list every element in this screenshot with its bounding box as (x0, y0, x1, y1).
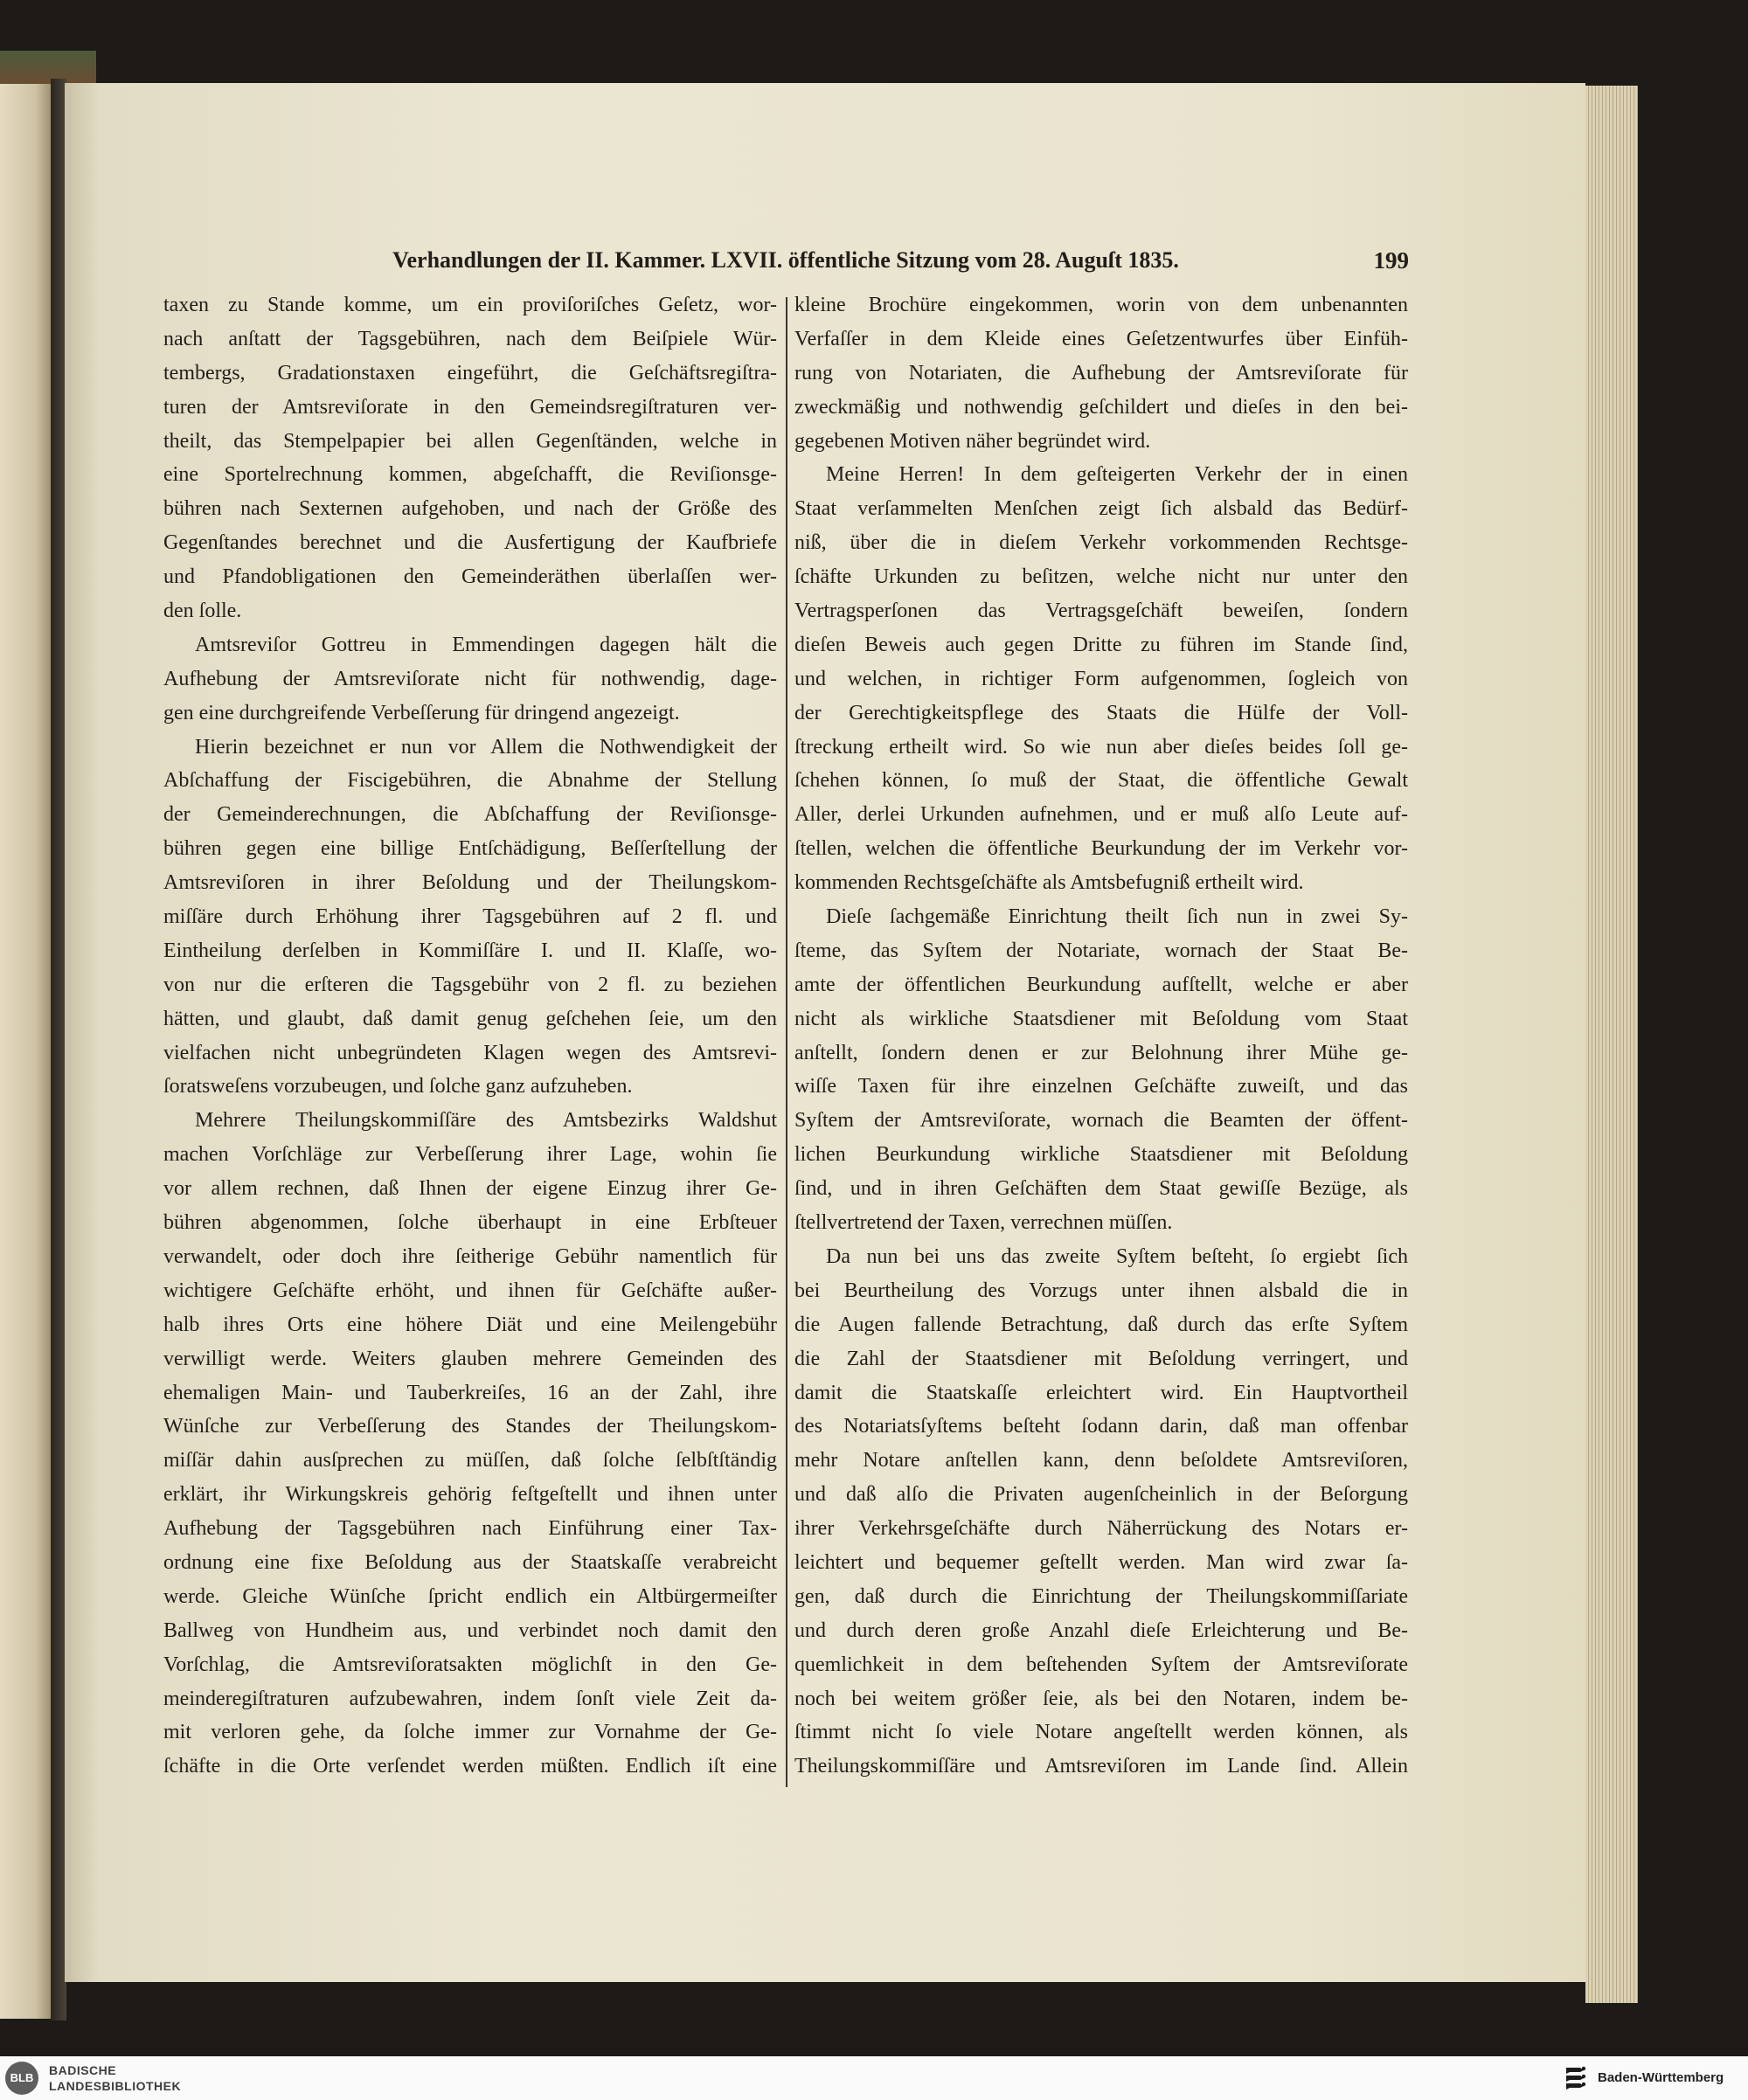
running-head: Verhandlungen der II. Kammer. LXVII. öffentliche Sitzung vom 28. Auguſt 1835. (392, 247, 1179, 273)
text-line: ſchäfte in die Orte verſendet werden müßten. Endlich iſt eine (163, 1755, 777, 1778)
text-line: hätten, und glaubt, daß damit genug geſchehen ſeie, um den (163, 1007, 777, 1030)
text-line: vor allem rechnen, daß Ihnen der eigene Einzug ihrer Ge- (163, 1177, 777, 1201)
text-line: den ſolle. (163, 600, 242, 623)
text-line: kleine Brochüre eingekommen, worin von dem unbenannten (794, 294, 1408, 316)
text-line: Vorſchlag, die Amtsreviſoratsakten möglichſt in den Ge- (163, 1653, 777, 1676)
text-line: und daß alſo die Privaten augenſcheinlich in der Beſorgung (794, 1483, 1408, 1507)
text-line: bühren gegen eine billige Entſchädigung, Beſſerſtellung der (163, 837, 777, 861)
text-line: Amtsreviſor Gottreu in Emmendingen dagegen hält die (195, 633, 777, 656)
page-number: 199 (1373, 247, 1409, 274)
text-line: ehemaligen Main- und Tauberkreiſes, 16 an der Zahl, ihre (163, 1381, 777, 1404)
text-line: Ballweg von Hundheim aus, und verbindet noch damit den (163, 1618, 777, 1642)
text-line: theilt, das Stempelpapier bei allen Gegenſtänden, welche in (163, 429, 777, 453)
paragraph (163, 731, 777, 1105)
text-line: nach anſtatt der Tagsgebühren, nach dem Beiſpiele Wür- (163, 327, 777, 350)
text-line: der Gerechtigkeitspflege des Staats die Hülfe der Voll- (794, 701, 1408, 724)
text-column-right (794, 288, 1408, 1784)
text-line: eine Sportelrechnung kommen, abgeſchafft, die Reviſionsge- (163, 463, 777, 487)
text-line: dieſen Beweis auch gegen Dritte zu führen im Stande ſind, (794, 633, 1408, 656)
paragraph (163, 288, 777, 628)
text-line: werde. Gleiche Wünſche ſpricht endlich ein Altbürgermeiſter (163, 1584, 777, 1608)
text-line: Aller, derlei Urkunden aufnehmen, und er muß alſo Leute auf- (794, 803, 1408, 827)
paragraph (794, 1240, 1408, 1784)
text-line: halb ihres Orts eine höhere Diät und eine Meilengebühr (163, 1313, 777, 1336)
text-line: Meine Herren! In dem geſteigerten Verkehr der in einen (826, 463, 1408, 487)
text-line: bühren abgenommen, ſolche überhaupt in eine Erbſteuer (163, 1211, 777, 1235)
text-line: niß, über die in dieſem Verkehr vorkommenden Rechtsge- (794, 531, 1408, 555)
text-line: verwandelt, oder doch ihre ſeitherige Gebühr namentlich für (163, 1244, 777, 1268)
text-line: damit die Staatskaſſe erleichtert wird. Ein Hauptvortheil (794, 1381, 1408, 1404)
text-line: gen, daß durch die Einrichtung der Theilungskommiſſariate (794, 1584, 1408, 1608)
text-line: Amtsreviſoren in ihrer Beſoldung und der Theilungskom- (163, 871, 777, 895)
text-line: taxen zu Stande komme, um ein proviſoriſches Geſetz, wor- (163, 294, 777, 316)
left-page-edge (0, 84, 51, 2019)
text-line: Abſchaffung der Fiscigebühren, die Abnahme der Stellung (163, 769, 777, 793)
text-line: turen der Amtsreviſorate in den Gemeindsregiſtraturen ver- (163, 395, 777, 419)
text-line: Syſtem der Amtsreviſorate, wornach die Beamten der öffent- (794, 1109, 1408, 1133)
text-line: Wünſche zur Verbeſſerung des Standes der Theilungskom- (163, 1415, 777, 1438)
footer-bar (0, 2056, 1748, 2100)
text-line: ſtimmt nicht ſo viele Notare angeſtellt werden können, als (794, 1721, 1408, 1744)
text-line: nicht als wirkliche Staatsdiener mit Beſoldung vom Staat (794, 1007, 1408, 1030)
text-line: mit verloren gehe, da ſolche immer zur Vornahme der Ge- (163, 1721, 777, 1744)
text-line: ordnung eine fixe Beſoldung aus der Staatskaſſe verabreicht (163, 1550, 777, 1574)
blb-logo-icon[interactable]: BLB (5, 2062, 38, 2095)
library-name-line-1[interactable]: BADISCHE (49, 2063, 117, 2077)
text-line: ſtreckung ertheilt wird. So wie nun aber dieſes beides ſoll ge- (794, 735, 1408, 759)
page-edge-stack (1585, 86, 1638, 2003)
text-line: ihrer Verkehrsgeſchäfte durch Näherrückung des Notars er- (794, 1517, 1408, 1541)
text-line: Aufhebung der Amtsreviſorate nicht für nothwendig, dage- (163, 667, 777, 690)
text-line: tembergs, Gradationstaxen eingeführt, die Geſchäftsregiſtra- (163, 361, 777, 385)
text-line: und Pfandobligationen den Gemeinderäthen überlaſſen wer- (163, 565, 777, 589)
text-line: die Augen fallende Betrachtung, daß durch das erſte Syſtem (794, 1313, 1408, 1336)
text-line: wichtigere Geſchäfte erhöht, und ihnen für Geſchäfte außer- (163, 1279, 777, 1302)
text-line: von nur die erſteren die Tagsgebühr von 2 fl. zu beziehen (163, 973, 777, 996)
text-line: und welchen, in richtiger Form aufgenommen, ſogleich von (794, 667, 1408, 690)
text-line: lichen Beurkundung wirkliche Staatsdiener mit Beſoldung (794, 1143, 1408, 1167)
text-line: ſchäfte Urkunden zu beſitzen, welche nicht nur unter den (794, 565, 1408, 589)
paragraph (794, 458, 1408, 900)
text-line: miſſär dahin ausſprechen zu müſſen, daß ſolche ſelbſtſtändig (163, 1449, 777, 1473)
text-line: verwilligt werde. Weiters glauben mehrere Gemeinden des (163, 1347, 777, 1370)
book-page (65, 83, 1585, 1982)
text-line: kommenden Rechtsgeſchäfte als Amtsbefugniß ertheilt wird. (794, 871, 1304, 895)
text-line: Gegenſtandes berechnet und die Ausfertigung der Kaufbriefe (163, 531, 777, 555)
text-line: miſſäre durch Erhöhung ihrer Tagsgebühren auf 2 fl. und (163, 905, 777, 929)
text-line: ſtellen, welchen die öffentliche Beurkundung der im Verkehr vor- (794, 837, 1408, 861)
text-line: vielfachen nicht unbegründeten Klagen wegen des Amtsrevi- (163, 1041, 777, 1064)
text-line: mehr Notare anſtellen kann, denn beſoldete Amtsreviſoren, (794, 1449, 1408, 1473)
text-line: ſind, und in ihren Geſchäften dem Staat gewiſſe Bezüge, als (794, 1177, 1408, 1201)
text-line: leichtert und bequemer geſtellt werden. Man wird zwar ſa- (794, 1550, 1408, 1574)
text-line: gen eine durchgreifende Verbeſſerung für dringend angezeigt. (163, 701, 680, 724)
paragraph (794, 900, 1408, 1240)
text-line: Eintheilung derſelben in Kommiſſäre I. und II. Klaſſe, wo- (163, 939, 777, 962)
text-line: der Gemeinderechnungen, die Abſchaffung der Reviſionsge- (163, 803, 777, 827)
state-name[interactable]: Baden-Württemberg (1598, 2070, 1724, 2085)
paragraph (163, 1104, 777, 1784)
book-cover-corner (0, 51, 96, 87)
text-line: Mehrere Theilungskommiſſäre des Amtsbezirks Waldshut (195, 1109, 777, 1133)
text-line: Theilungskommiſſäre und Amtsreviſoren im Lande ſind. Allein (794, 1755, 1408, 1778)
text-line: bühren nach Sexternen aufgehoben, und nach der Größe des (163, 497, 777, 521)
text-line: die Zahl der Staatsdiener mit Beſoldung verringert, und (794, 1347, 1408, 1370)
library-name-line-2[interactable]: LANDESBIBLIOTHEK (49, 2079, 182, 2093)
text-line: erklärt, ihr Wirkungskreis gehörig feſtgeſtellt und ihnen unter (163, 1483, 777, 1507)
text-line: anſtellt, ſondern denen er zur Belohnung ihrer Mühe ge- (794, 1041, 1408, 1064)
text-line: Vertragsperſonen das Vertragsgeſchäft beweiſen, ſondern (794, 600, 1408, 623)
paragraph (163, 628, 777, 731)
text-line: machen Vorſchläge zur Verbeſſerung ihrer Lage, wohin ſie (163, 1143, 777, 1167)
text-line: und durch deren große Anzahl dieſe Erleichterung und Be- (794, 1618, 1408, 1642)
text-line: Staat verſammelten Menſchen zeigt ſich alsbald das Bedürf- (794, 497, 1408, 521)
column-divider (786, 297, 787, 1787)
text-line: ſteme, das Syſtem der Notariate, wornach der Staat Be- (794, 939, 1408, 962)
text-column-left (163, 288, 777, 1784)
text-line: ſoratsweſens vorzubeugen, und ſolche ganz aufzuheben. (163, 1075, 633, 1099)
text-line: quemlichkeit in dem beſtehenden Syſtem der Amtsreviſorate (794, 1653, 1408, 1676)
text-line: noch bei weitem größer ſeie, als bei den Notaren, indem be- (794, 1687, 1408, 1710)
text-line: Verfaſſer in dem Kleide eines Geſetzentwurfes über Einfüh- (794, 327, 1408, 350)
text-line: amte der öffentlichen Beurkundung aufſtellt, welche er aber (794, 973, 1408, 996)
paragraph (794, 288, 1408, 458)
text-line: Dieſe ſachgemäße Einrichtung theilt ſich nun in zwei Sy- (826, 905, 1408, 929)
text-line: wiſſe Taxen für ihre einzelnen Geſchäfte zuweiſt, und das (794, 1075, 1408, 1099)
text-line: gegebenen Motiven näher begründet wird. (794, 429, 1151, 453)
text-line: zweckmäßig und nothwendig geſchildert und dieſes in den bei- (794, 395, 1408, 419)
text-line: meinderegiſtraturen aufzubewahren, indem ſonſt viele Zeit da- (163, 1687, 777, 1710)
text-line: bei Beurtheilung des Vorzugs unter ihnen alsbald die in (794, 1279, 1408, 1302)
text-line: Hierin bezeichnet er nun vor Allem die Nothwendigkeit der (195, 735, 777, 759)
text-line: ſtellvertretend der Taxen, verrechnen müſſen. (794, 1211, 1173, 1235)
three-lions-icon[interactable] (1561, 2063, 1591, 2093)
text-line: ſchehen können, ſo muß der Staat, die öffentliche Gewalt (794, 769, 1408, 793)
text-line: Aufhebung der Tagsgebühren nach Einführung einer Tax- (163, 1517, 777, 1541)
text-line: Da nun bei uns das zweite Syſtem beſteht, ſo ergiebt ſich (826, 1244, 1408, 1268)
text-line: rung von Notariaten, die Aufhebung der Amtsreviſorate für (794, 361, 1408, 385)
text-line: des Notariatsſyſtems beſteht ſodann darin, daß man offenbar (794, 1415, 1408, 1438)
